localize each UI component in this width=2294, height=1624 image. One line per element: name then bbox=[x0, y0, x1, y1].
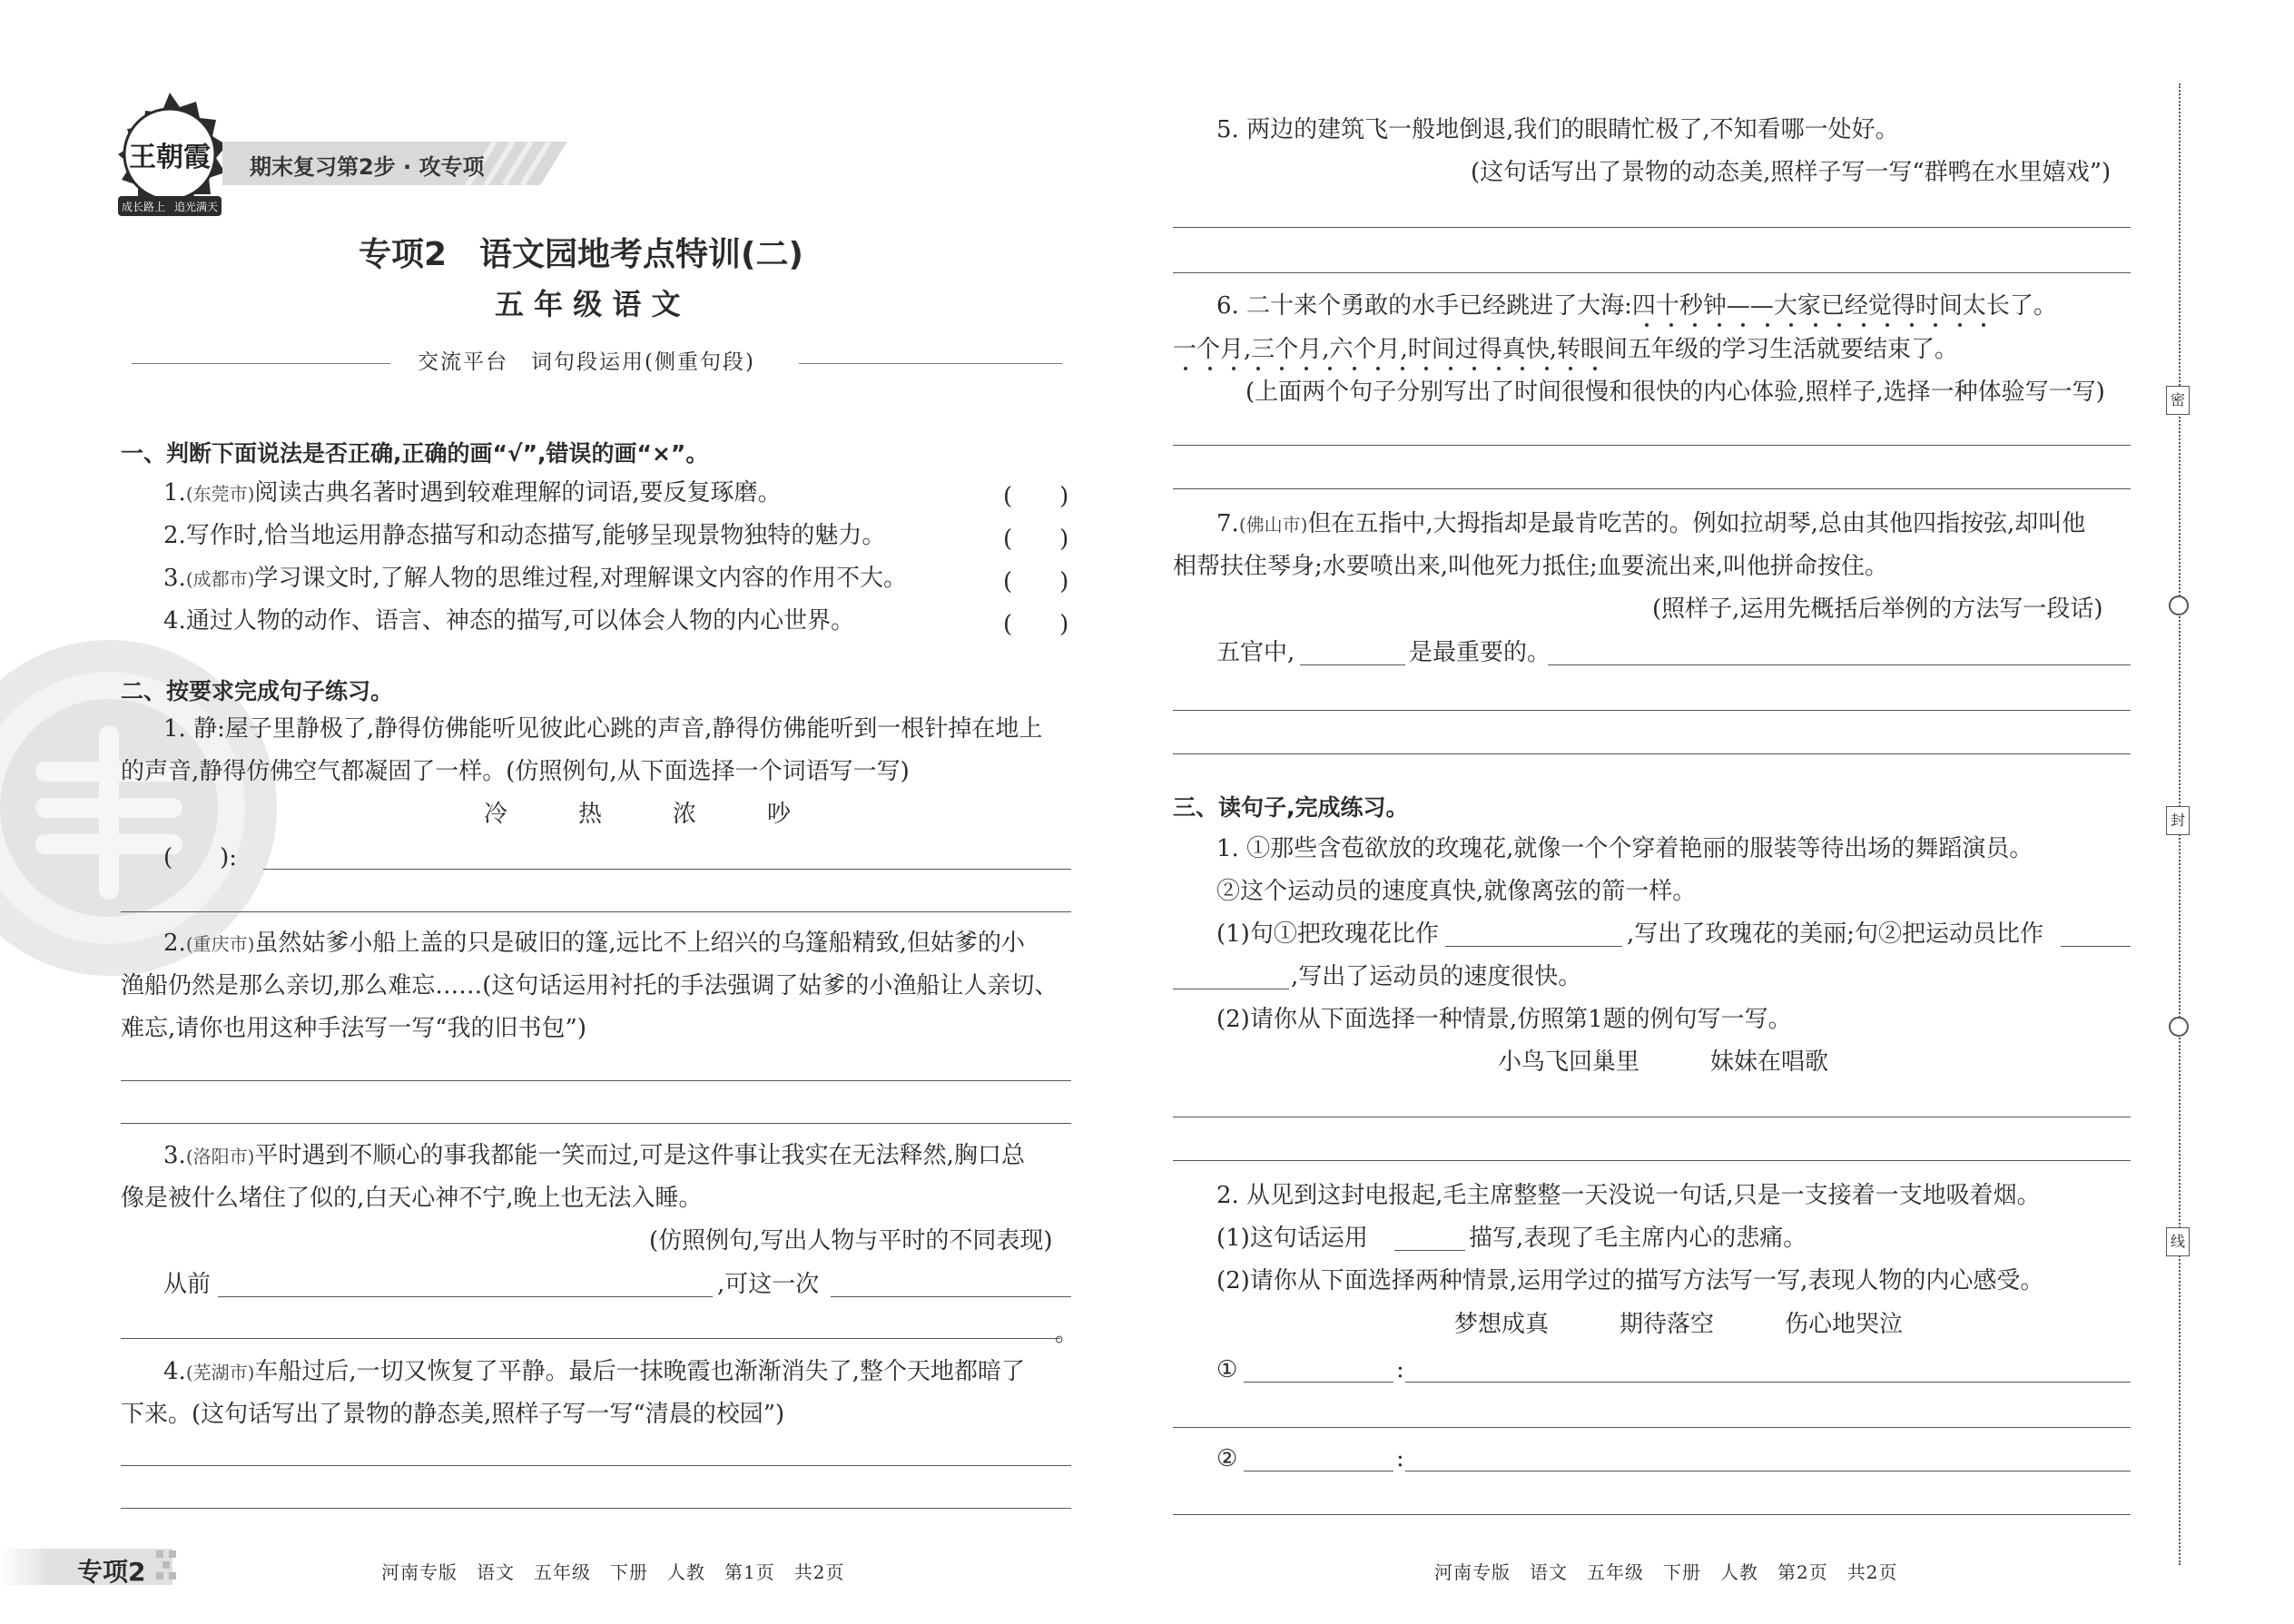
s3-q2-marker-2: ② bbox=[1216, 1445, 1238, 1472]
emphasis-dot bbox=[1208, 367, 1212, 370]
s1-item-1-text: 阅读古典名著时遇到较难理解的词语,要反复琢磨。 bbox=[254, 479, 782, 507]
s2-q4-line2: 下来。(这句话写出了景物的静态美,照样子写一写“清晨的校园”) bbox=[121, 1401, 785, 1428]
emphasis-dot bbox=[1982, 323, 1985, 327]
s2-q1-answer-prefix: ( ): bbox=[163, 844, 238, 871]
s1-item-2-text: 写作时,恰当地运用静态描写和动态描写,能够呈现景物独特的魅力。 bbox=[185, 522, 886, 549]
s2-q3-line2: 像是被什么堵住了似的,白天心神不宁,晚上也无法入睡。 bbox=[121, 1185, 703, 1212]
emphasis-dot bbox=[1766, 323, 1769, 327]
footer-badge-pattern bbox=[156, 1550, 182, 1581]
s2-q3-blank-1[interactable] bbox=[218, 1296, 713, 1297]
s3-q2-colon-2: : bbox=[1396, 1445, 1404, 1472]
emphasis-dot bbox=[1862, 323, 1866, 327]
s3-q1-sub1-a: (1)句①把玫瑰花比作 bbox=[1216, 920, 1439, 948]
emphasis-dot bbox=[1814, 323, 1817, 327]
s2-q2-answer-line-1[interactable] bbox=[121, 1080, 1071, 1081]
s2-q2-line3: 难忘,请你也用这种手法写一写“我的旧书包”) bbox=[121, 1015, 586, 1042]
s2-q6-answer-line-2[interactable] bbox=[1173, 488, 2131, 489]
emphasis-dot bbox=[1353, 367, 1356, 370]
binding-mark-1 bbox=[2166, 386, 2190, 415]
section2-heading: 二、按要求完成句子练习。 bbox=[121, 678, 394, 704]
s2-q3-num: 3. bbox=[163, 1142, 186, 1169]
s3-q2-options: 梦想成真 期待落空 伤心地哭泣 bbox=[1454, 1311, 1904, 1338]
emphasis-dot bbox=[1645, 323, 1649, 327]
s2-q6-line2: 一个月,三个月,六个月,时间过得真快,转眼间五年级的学习生活就要结束了。 bbox=[1173, 336, 1959, 363]
emphasis-dot bbox=[1376, 367, 1380, 370]
s3-q2-blank-1[interactable] bbox=[1394, 1250, 1465, 1251]
s3-q2-marker-1: ① bbox=[1216, 1356, 1238, 1383]
s2-q5-answer-line-2[interactable] bbox=[1173, 272, 2131, 273]
emphasis-dot bbox=[1305, 367, 1308, 370]
emphasis-dot bbox=[1472, 367, 1476, 370]
emphasis-dot bbox=[1401, 367, 1404, 370]
footer-badge: 专项2 bbox=[77, 1557, 146, 1587]
emphasis-dot bbox=[1741, 323, 1745, 327]
s3-q1-blank-2a[interactable] bbox=[2061, 946, 2131, 947]
banner-text: 期末复习第2步 · 攻专项 bbox=[250, 154, 485, 180]
s2-q1-answer-line-2[interactable] bbox=[121, 911, 1071, 912]
emphasis-dot bbox=[1521, 367, 1524, 370]
s2-q5-hint: (这句话写出了景物的动态美,照样子写一写“群鸭在水里嬉戏”) bbox=[1471, 159, 2112, 186]
emphasis-dot bbox=[1449, 367, 1452, 370]
emphasis-dot bbox=[1669, 323, 1673, 327]
s1-item-1 bbox=[163, 477, 782, 509]
s2-q1-answer-line-1[interactable] bbox=[263, 869, 1071, 870]
platform-rule-right bbox=[799, 363, 1062, 364]
emphasis-dot bbox=[1569, 367, 1572, 370]
s3-q2-sub2: (2)请你从下面选择两种情景,运用学过的描写方法写一写,表现人物的内心感受。 bbox=[1216, 1267, 2044, 1294]
binding-char-3: 线 bbox=[2170, 1233, 2185, 1250]
s2-q4-answer-line-2[interactable] bbox=[121, 1508, 1071, 1509]
binding-char-1: 密 bbox=[2170, 391, 2185, 408]
page-title: 专项2 语文园地考点特训(二) bbox=[359, 236, 803, 273]
s3-q2-colon-1: : bbox=[1396, 1356, 1404, 1383]
s3-q2-blank-1a[interactable] bbox=[1244, 1382, 1393, 1383]
s1-item-4-answer[interactable]: ( ) bbox=[1003, 611, 1069, 638]
s1-item-1-city: (东莞市) bbox=[185, 483, 255, 505]
emphasis-dot bbox=[1934, 323, 1937, 327]
binding-mark-3 bbox=[2166, 1227, 2190, 1256]
section1-heading: 一、判断下面说法是否正确,正确的画“√”,错误的画“×”。 bbox=[121, 440, 709, 467]
logo-motto-left: 成长路上 bbox=[122, 201, 166, 213]
s2-q4-line1 bbox=[163, 1356, 1025, 1388]
s2-q4-city: (芜湖市) bbox=[185, 1362, 255, 1383]
s3-q1-line1: 1. ①那些含苞欲放的玫瑰花,就像一个个穿着艳丽的服装等待出场的舞蹈演员。 bbox=[1216, 835, 2033, 862]
s2-q7-line1 bbox=[1216, 508, 2085, 540]
binding-circle-2 bbox=[2169, 1017, 2189, 1037]
s2-q7-answer-line-2[interactable] bbox=[1173, 753, 2131, 754]
s3-q1-answer-line-2[interactable] bbox=[1173, 1160, 2131, 1161]
emphasis-dot bbox=[1424, 367, 1428, 370]
s2-q5-answer-line-1[interactable] bbox=[1173, 227, 2131, 228]
binding-mark-2 bbox=[2166, 806, 2190, 835]
s3-q1-sub1-c: ,写出了运动员的速度很快。 bbox=[1291, 963, 1582, 990]
s1-item-4-num: 4. bbox=[163, 607, 186, 635]
emphasis-dot bbox=[1910, 323, 1914, 327]
s2-q7-num: 7. bbox=[1216, 510, 1239, 537]
s2-q3-prefix: 从前 bbox=[163, 1271, 212, 1298]
s3-q2-line1: 2. 从见到这封电报起,毛主席整整一天没说一句话,只是一支接着一支地吸着烟。 bbox=[1216, 1182, 2041, 1209]
s1-item-2-answer[interactable]: ( ) bbox=[1003, 526, 1069, 553]
s1-item-1-num: 1. bbox=[163, 479, 186, 507]
emphasis-dot bbox=[1497, 367, 1501, 370]
s2-q3-text-1: 平时遇到不顺心的事我都能一笑而过,可是这件事让我实在无法释然,胸口总 bbox=[254, 1142, 1025, 1169]
s2-q7-suffix: 是最重要的。 bbox=[1409, 639, 1551, 666]
s2-q7-answer-line-1[interactable] bbox=[1173, 710, 2131, 711]
s2-q6-hint: (上面两个句子分别写出了时间很慢和很快的内心体验,照样子,选择一种体验写一写) bbox=[1245, 379, 2105, 406]
s2-q2-num: 2. bbox=[163, 930, 186, 957]
s2-q7-city: (佛山市) bbox=[1238, 514, 1308, 536]
emphasis-dot bbox=[1184, 367, 1187, 370]
s2-q6-line1: 6. 二十来个勇敢的水手已经跳进了大海:四十秒钟——大家已经觉得时间太长了。 bbox=[1216, 292, 2057, 320]
footer-left: 河南专版 语文 五年级 下册 人教 第1页 共2页 bbox=[381, 1561, 845, 1583]
binding-char-2: 封 bbox=[2170, 812, 2185, 829]
s1-item-2-num: 2. bbox=[163, 522, 186, 549]
s2-q3-end: 。 bbox=[1055, 1320, 1079, 1347]
s1-item-3 bbox=[163, 563, 907, 595]
emphasis-dot bbox=[1545, 367, 1549, 370]
s2-q7-line2: 相帮扶住琴身;水要喷出来,叫他死力抵住;血要流出来,叫他拼命按住。 bbox=[1173, 553, 1889, 580]
emphasis-dot bbox=[1232, 367, 1236, 370]
s2-q1-line1: 1. 静:屋子里静极了,静得仿佛能听见彼此心跳的声音,静得仿佛能听到一根针掉在地上 bbox=[163, 715, 1043, 743]
s2-q6-answer-line-1[interactable] bbox=[1173, 445, 2131, 446]
s2-q2-text-1: 虽然姑爹小船上盖的只是破旧的篷,远比不上绍兴的乌篷船精致,但姑爹的小 bbox=[254, 930, 1025, 957]
logo-text: 王朝霞 bbox=[129, 142, 211, 173]
emphasis-dot bbox=[1885, 323, 1889, 327]
s2-q3-hint: (仿照例句,写出人物与平时的不同表现) bbox=[649, 1227, 1053, 1255]
logo-motto-right: 追光满天 bbox=[174, 201, 219, 213]
s3-q1-blank-1[interactable] bbox=[1445, 946, 1622, 947]
s3-q1-line2: ②这个运动员的速度真快,就像离弦的箭一样。 bbox=[1216, 878, 1697, 905]
s2-q4-answer-line-1[interactable] bbox=[121, 1465, 1071, 1466]
s2-q2-answer-line-2[interactable] bbox=[121, 1123, 1071, 1124]
section3-heading: 三、读句子,完成练习。 bbox=[1173, 794, 1409, 821]
s2-q4-num: 4. bbox=[163, 1358, 186, 1385]
emphasis-dot bbox=[1693, 323, 1697, 327]
s1-item-4-text: 通过人物的动作、语言、神态的描写,可以体会人物的内心世界。 bbox=[185, 607, 855, 635]
s2-q7-blank-1[interactable] bbox=[1300, 664, 1405, 665]
emphasis-dot bbox=[1256, 367, 1260, 370]
s1-item-4 bbox=[163, 605, 854, 636]
header-banner bbox=[222, 142, 567, 185]
s2-q7-hint: (照样子,运用先概括后举例的方法写一段话) bbox=[1652, 595, 2103, 623]
s3-q1-sub1-b: ,写出了玫瑰花的美丽;句②把运动员比作 bbox=[1627, 920, 2044, 948]
s3-q2-sub1-b: 描写,表现了毛主席内心的悲痛。 bbox=[1469, 1225, 1807, 1252]
brand-logo bbox=[102, 89, 238, 225]
emphasis-dot bbox=[1789, 323, 1793, 327]
s1-item-3-num: 3. bbox=[163, 565, 186, 592]
emphasis-dot bbox=[1593, 367, 1597, 370]
s2-q1-word-options: 冷 热 浓 吵 bbox=[484, 801, 792, 828]
s2-q5-line1: 5. 两边的建筑飞一般地倒退,我们的眼睛忙极了,不知看哪一处好。 bbox=[1216, 116, 1899, 143]
binding-circle-1 bbox=[2169, 595, 2189, 615]
s2-q3-city: (洛阳市) bbox=[185, 1146, 255, 1167]
s2-q3-line1 bbox=[163, 1140, 1025, 1172]
s3-q2-sub1-a: (1)这句话运用 bbox=[1216, 1225, 1368, 1252]
s3-q1-sub2: (2)请你从下面选择一种情景,仿照第1题的例句写一写。 bbox=[1216, 1006, 1792, 1033]
platform-rule-left bbox=[132, 363, 390, 364]
footer-right: 河南专版 语文 五年级 下册 人教 第2页 共2页 bbox=[1434, 1561, 1898, 1583]
s1-item-1-answer[interactable]: ( ) bbox=[1003, 483, 1069, 510]
emphasis-dot bbox=[1328, 367, 1332, 370]
s2-q3-mid: ,可这一次 bbox=[717, 1271, 820, 1298]
s1-item-3-text: 学习课文时,了解人物的思维过程,对理解课文内容的作用不大。 bbox=[254, 565, 907, 592]
s2-q2-line1 bbox=[163, 928, 1025, 960]
emphasis-dot bbox=[1280, 367, 1284, 370]
s2-q7-text-1: 但在五指中,大拇指却是最肯吃苦的。例如拉胡琴,总由其他四指按弦,却叫他 bbox=[1307, 510, 2086, 537]
s2-q3-blank-3[interactable] bbox=[121, 1338, 1060, 1339]
s1-item-3-city: (成都市) bbox=[185, 568, 255, 590]
s1-item-2 bbox=[163, 520, 885, 551]
s2-q7-prefix: 五官中, bbox=[1216, 639, 1295, 666]
s2-q2-line2: 渔船仍然是那么亲切,那么难忘……(这句话运用衬托的手法强调了姑爹的小渔船让人亲切、 bbox=[121, 972, 1058, 999]
s3-q2-blank-1b[interactable] bbox=[1405, 1382, 2131, 1383]
page-subtitle: 五 年 级 语 文 bbox=[495, 287, 681, 321]
emphasis-dot bbox=[1718, 323, 1721, 327]
s2-q3-blank-2[interactable] bbox=[831, 1296, 1071, 1297]
platform-label: 交流平台 词句段运用(侧重句段) bbox=[418, 350, 755, 374]
s3-q1-options: 小鸟飞回巢里 妹妹在唱歌 bbox=[1498, 1048, 1829, 1076]
s2-q1-line2: 的声音,静得仿佛空气都凝固了一样。(仿照例句,从下面选择一个词语写一写) bbox=[121, 758, 910, 785]
s3-q2-answer-line-2[interactable] bbox=[1173, 1514, 2131, 1515]
s2-q7-blank-2[interactable] bbox=[1548, 664, 2131, 665]
s2-q4-text-1: 车船过后,一切又恢复了平静。最后一抹晚霞也渐渐消失了,整个天地都暗了 bbox=[254, 1358, 1025, 1385]
s1-item-3-answer[interactable]: ( ) bbox=[1003, 568, 1069, 595]
emphasis-dot bbox=[1958, 323, 1962, 327]
s2-q2-city: (重庆市) bbox=[185, 933, 255, 955]
emphasis-dot bbox=[1837, 323, 1841, 327]
s3-q2-answer-line-1[interactable] bbox=[1173, 1427, 2131, 1428]
